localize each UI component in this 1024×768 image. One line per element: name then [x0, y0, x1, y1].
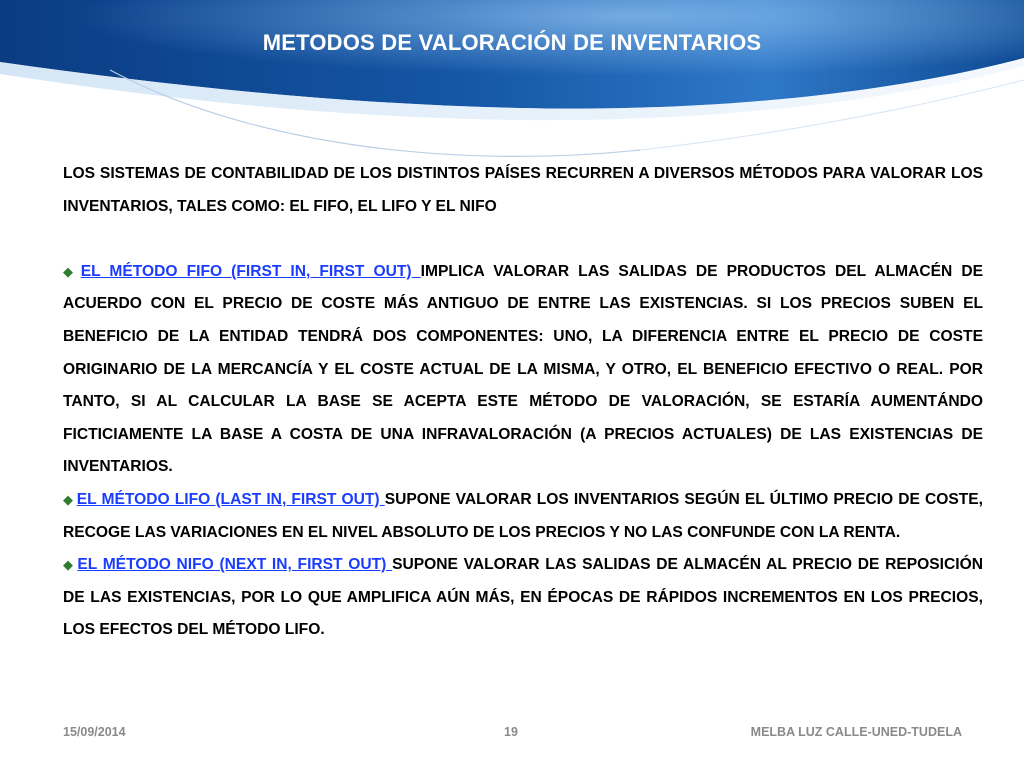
- footer-date: 15/09/2014: [63, 725, 126, 739]
- diamond-bullet-icon: ◆: [63, 263, 78, 279]
- lifo-description: SUPONE VALORAR LOS INVENTARIOS SEGÚN EL ÚLTIMO PRECIO DE COSTE, RECOGE LAS VARIACIONES EN EL NIVEL ABSOLUTO DE LOS PRECIOS Y NO LAS CONFUNDE CON LA RENTA.: [63, 490, 984, 541]
- bullet-nifo: [63, 549, 983, 647]
- bullet-lifo: [63, 484, 983, 549]
- slide-title: METODOS DE VALORACIÓN DE INVENTARIOS: [262, 30, 762, 55]
- footer-page-number: 19: [504, 725, 518, 739]
- paragraph-spacer: [63, 223, 983, 256]
- bullet-fifo: [63, 256, 983, 484]
- fifo-description: IMPLICA VALORAR LAS SALIDAS DE PRODUCTOS DEL ALMACÉN DE ACUERDO CON EL PRECIO DE COSTE MÁS ANTIGUO DE ENTRE LAS EXISTENCIAS. SI LOS PRECIOS SUBEN EL BENEFICIO DE LA ENTIDAD TENDRÁ DOS COMPONENTES: UNO, LA DIFERENCIA ENTRE EL PRECIO DE COSTE ORIGINARIO DE LA MERCANCÍA Y EL COSTE ACTUAL DE LA MISMA, Y OTRO, EL BENEFICIO EFECTIVO O REAL. POR TANTO, SI AL CALCULAR LA BASE SE ACEPTA ESTE MÉTODO DE VALORACIÓN, SE ESTARÍA AUMENTÁNDO FICTICIAMENTE LA BASE A COSTA DE UNA INFRAVALORACIÓN (A PRECIOS ACTUALES) DE LAS EXISTENCIAS DE INVENTARIOS.: [63, 262, 983, 476]
- lifo-link[interactable]: EL MÉTODO LIFO (LAST IN, FIRST OUT): [76, 490, 385, 508]
- nifo-description: SUPONE VALORAR LAS SALIDAS DE ALMACÉN AL PRECIO DE REPOSICIÓN DE LAS EXISTENCIAS, POR LO QUE AMPLIFICA AÚN MÁS, EN ÉPOCAS DE RÁPIDOS INCREMENTOS EN LOS PRECIOS, LOS EFECTOS DEL MÉTODO LIFO.: [63, 556, 984, 639]
- footer-author: MELBA LUZ CALLE-UNED-TUDELA: [750, 725, 962, 739]
- diamond-bullet-icon: ◆: [63, 557, 75, 573]
- header-wave-banner: [0, 0, 1024, 170]
- intro-paragraph: LOS SISTEMAS DE CONTABILIDAD DE LOS DISTINTOS PAÍSES RECURREN A DIVERSOS MÉTODOS PARA VALORAR LOS INVENTARIOS, TALES COMO: EL FIFO, EL LIFO Y EL NIFO: [63, 165, 983, 215]
- slide-body: [63, 158, 983, 647]
- diamond-bullet-icon: ◆: [63, 491, 74, 507]
- fifo-link[interactable]: EL MÉTODO FIFO (FIRST IN, FIRST OUT): [80, 262, 421, 280]
- nifo-link[interactable]: EL MÉTODO NIFO (NEXT IN, FIRST OUT): [77, 556, 393, 574]
